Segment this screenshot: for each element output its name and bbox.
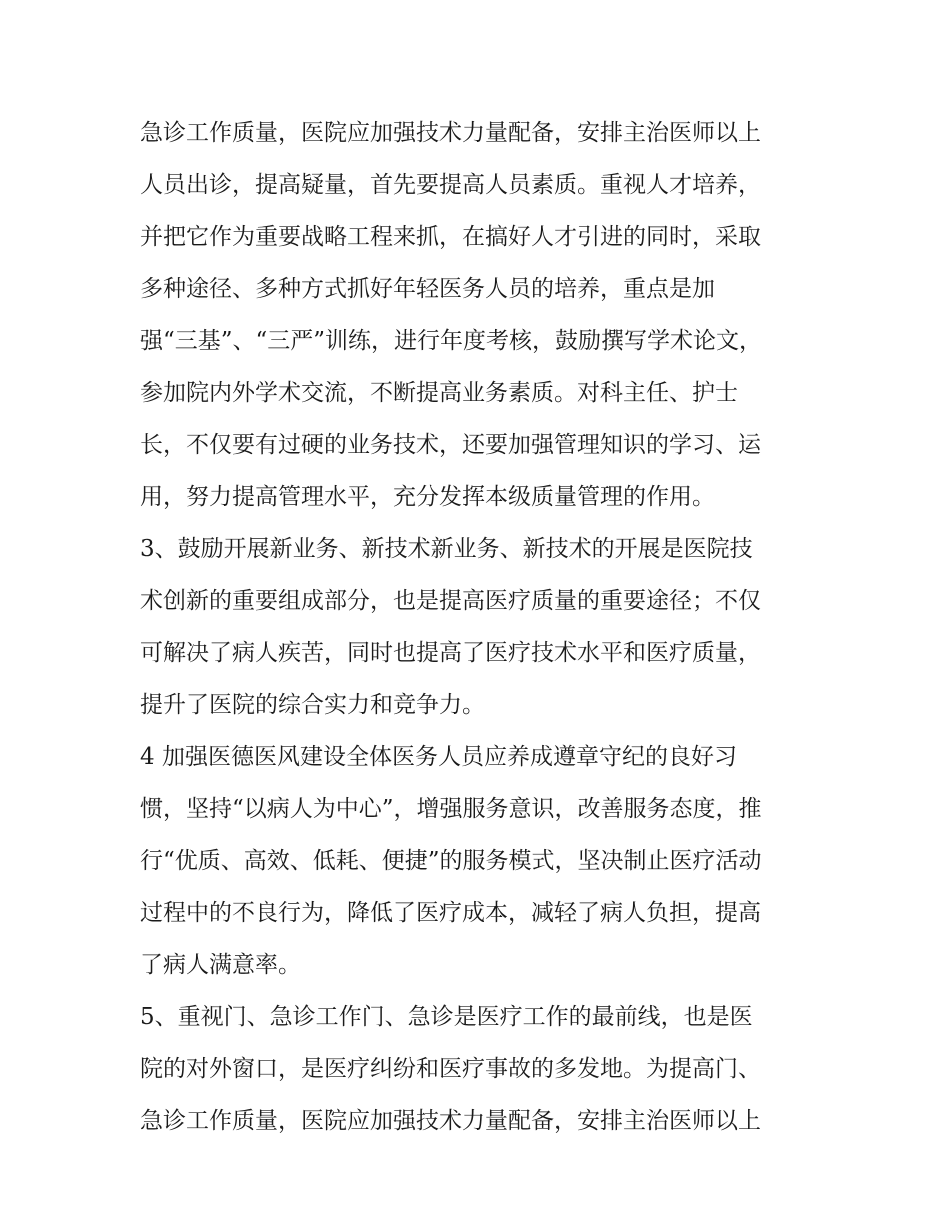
text-line: 长，不仅要有过硬的业务技术，还要加强管理知识的学习、运 bbox=[140, 432, 761, 458]
document-body bbox=[140, 107, 820, 1147]
text-line: 3、鼓励开展新业务、新技术新业务、新技术的开展是医院技 bbox=[140, 536, 753, 562]
text-line: 多种途径、多种方式抓好年轻医务人员的培养，重点是加 bbox=[140, 276, 715, 302]
text-line: 5、重视门、急诊工作门、急诊是医疗工作的最前线，也是医 bbox=[140, 1004, 753, 1030]
text-line: 急诊工作质量，医院应加强技术力量配备，安排主治医师以上 bbox=[140, 120, 761, 146]
text-line: 术创新的重要组成部分，也是提高医疗质量的重要途径；不仅 bbox=[140, 588, 761, 614]
text-line: 了病人满意率。 bbox=[140, 952, 301, 978]
text-line: 可解决了病人疾苦，同时也提高了医疗技术水平和医疗质量， bbox=[140, 640, 761, 666]
text-line: 用，努力提高管理水平，充分发挥本级质量管理的作用。 bbox=[140, 484, 715, 510]
text-line: 院的对外窗口，是医疗纠纷和医疗事故的多发地。为提高门、 bbox=[140, 1056, 761, 1082]
text-line: 强“三基”、“三严”训练，进行年度考核，鼓励撰写学术论文， bbox=[140, 328, 763, 354]
text-line: 过程中的不良行为，降低了医疗成本，减轻了病人负担，提高 bbox=[140, 900, 761, 926]
text-line: 行“优质、高效、低耗、便捷”的服务模式，坚决制止医疗活动 bbox=[140, 848, 762, 874]
text-line: 并把它作为重要战略工程来抓，在搞好人才引进的同时，采取 bbox=[140, 224, 761, 250]
text-line: 急诊工作质量，医院应加强技术力量配备，安排主治医师以上 bbox=[140, 1108, 761, 1134]
text-line: 惯，坚持“以病人为中心”，增强服务意识，改善服务态度，推 bbox=[140, 796, 762, 822]
text-line: 提升了医院的综合实力和竞争力。 bbox=[140, 692, 485, 718]
text-line: 人员出诊，提高疑量，首先要提高人员素质。重视人才培养， bbox=[140, 172, 761, 198]
text-line: 参加院内外学术交流，不断提高业务素质。对科主任、护士 bbox=[140, 380, 738, 406]
text-line: 4 加强医德医风建设全体医务人员应养成遵章守纪的良好习 bbox=[140, 744, 737, 770]
